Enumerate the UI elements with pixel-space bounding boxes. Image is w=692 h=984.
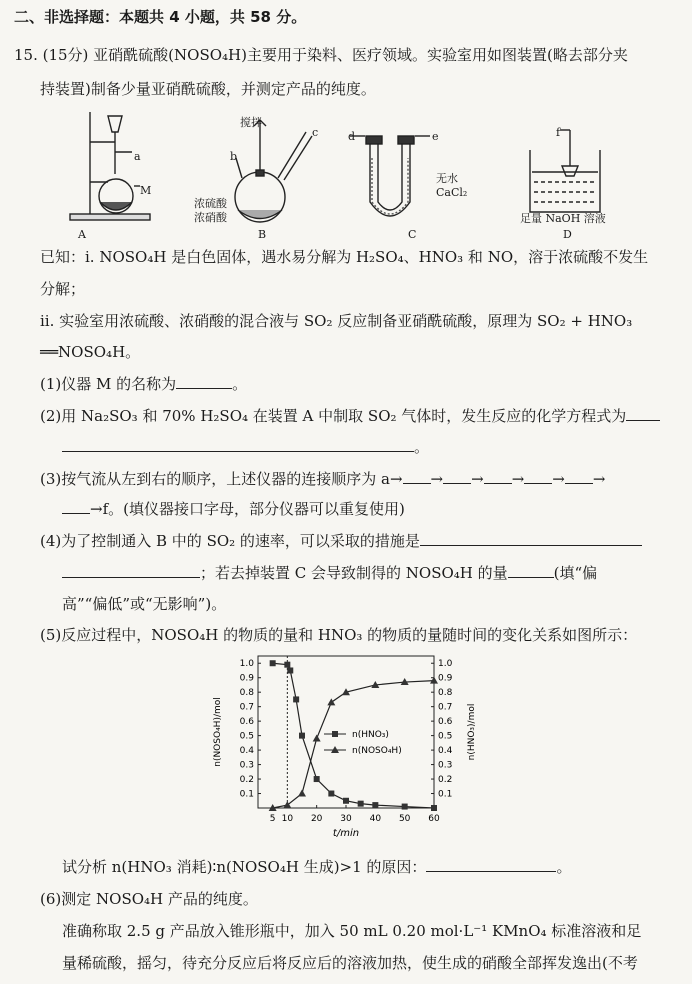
part6-title: (6)测定 NOSO₄H 产品的纯度。: [40, 890, 258, 908]
part4-line3: 高”“偏低”或“无影响”)。: [62, 595, 227, 613]
part2-text: (2)用 Na₂SO₃ 和 70% H₂SO₄ 在装置 A 中制取 SO₂ 气体时，发生反应的化学方程式为: [40, 407, 627, 425]
part3-text: (3)按气流从左到右的顺序，上述仪器的连接顺序为 a→: [40, 470, 403, 488]
part3-blank-2[interactable]: [443, 469, 471, 484]
part1-answer-blank[interactable]: [176, 374, 232, 389]
part4-line2: [62, 562, 597, 583]
apparatus-C-reagent1: 无水: [436, 172, 458, 185]
y-tick-label-left: 0.1: [239, 789, 254, 800]
part6-line2: 量稀硫酸，摇匀，待充分反应后将反应后的溶液加热，使生成的硝酸全部挥发逸出(不考: [62, 954, 638, 972]
apparatus-B-label: B: [258, 228, 267, 241]
y-tick-label-right: 0.5: [438, 731, 453, 742]
y-tick-label-left: 0.2: [239, 775, 254, 786]
known-i-line1: 已知：ⅰ. NOSO₄H 是白色固体，遇水易分解为 H₂SO₄、HNO₃ 和 NO，溶于浓硫酸不发生: [40, 248, 649, 266]
y-tick-label-right: 0.2: [438, 775, 453, 786]
x-tick-label: 30: [340, 814, 352, 824]
apparatus-D-reagent: 足量 NaOH 溶液: [520, 212, 606, 225]
part5-end: 。: [556, 858, 572, 876]
part2-line2: [62, 436, 429, 457]
apparatus-C-port-d: d: [348, 130, 356, 143]
apparatus-D: [530, 130, 600, 212]
part2-answer-blank-a[interactable]: [626, 406, 660, 421]
data-point-hno3: [343, 798, 349, 804]
apparatus-D-port-f: f: [556, 126, 561, 139]
apparatus-C: [350, 136, 430, 216]
legend-label: n(HNO₃): [352, 730, 389, 740]
data-point-hno3: [293, 696, 299, 702]
apparatus-A-label: A: [78, 228, 86, 241]
part4-blank-2[interactable]: [62, 563, 200, 578]
data-point-hno3: [402, 804, 408, 810]
known-ii-line1: ⅱ. 实验室用浓硫酸、浓硝酸的混合液与 SO₂ 反应制备亚硝酰硫酸，原理为 SO₂ + HNO₃: [40, 312, 633, 330]
y-tick-label-left: 1.0: [239, 659, 254, 670]
data-point-hno3: [299, 733, 305, 739]
data-point-hno3: [314, 776, 320, 782]
y-tick-label-right: 1.0: [438, 659, 453, 670]
apparatus-A-M: M: [140, 184, 152, 197]
apparatus-B-acid2: 浓硝酸: [194, 211, 227, 224]
apparatus-A-port-a: a: [134, 150, 141, 163]
part5-text: (5)反应过程中，NOSO₄H 的物质的量和 HNO₃ 的物质的量随时间的变化关系如图所示：: [40, 626, 638, 644]
part4: [40, 530, 642, 551]
part3-blank-4[interactable]: [524, 469, 552, 484]
y-tick-label-right: 0.4: [438, 746, 453, 757]
part5-analysis: [62, 856, 571, 877]
y-tick-label-right: 0.8: [438, 688, 453, 699]
apparatus-B-acid1: 浓硫酸: [194, 197, 227, 210]
data-point-hno3: [372, 802, 378, 808]
part3-line2: [62, 498, 405, 519]
part4-line2-end: (填“偏: [553, 564, 598, 582]
part3-blank-5[interactable]: [565, 469, 593, 484]
data-point-hno3: [431, 805, 437, 811]
part3-blank-6[interactable]: [62, 499, 90, 514]
data-point-noso4h: [298, 790, 306, 797]
q15-intro-line1: 15. (15分) 亚硝酰硫酸(NOSO₄H)主要用于染料、医疗领域。实验室用如图装置(略去部分夹: [14, 46, 628, 64]
part3-line2-text: →f。(填仪器接口字母，部分仪器可以重复使用): [90, 500, 405, 518]
x-tick-label: 60: [428, 814, 440, 824]
data-point-hno3: [358, 801, 364, 807]
y-tick-label-left: 0.3: [239, 760, 254, 771]
data-point-hno3: [284, 662, 290, 668]
x-tick-label: 10: [281, 814, 294, 824]
part5-answer-blank[interactable]: [426, 857, 556, 872]
apparatus-C-port-e: e: [432, 130, 439, 143]
y-tick-label-left: 0.5: [239, 731, 254, 742]
apparatus-C-label: C: [408, 228, 417, 241]
x-axis-label: t/min: [332, 828, 360, 839]
x-tick-label: 5: [269, 814, 276, 824]
y-tick-label-left: 0.8: [239, 688, 254, 699]
y-tick-label-left: 0.9: [239, 673, 254, 684]
apparatus-B-port-c: c: [312, 126, 319, 139]
part6-line1: 准确称取 2.5 g 产品放入锥形瓶中，加入 50 mL 0.20 mol·L⁻¹ KMnO₄ 标准溶液和足: [62, 922, 642, 940]
data-point-hno3: [287, 667, 293, 673]
y-tick-label-left: 0.7: [239, 702, 254, 713]
part1-text: (1)仪器 M 的名称为: [40, 375, 177, 393]
data-point-hno3: [328, 791, 334, 797]
part3-blank-1[interactable]: [403, 469, 431, 484]
y-tick-label-right: 0.9: [438, 673, 453, 684]
y-tick-label-left: 0.4: [239, 746, 254, 757]
part4-blank-3[interactable]: [508, 563, 554, 578]
y-tick-label-left: 0.6: [239, 717, 254, 728]
part3-blank-3[interactable]: [484, 469, 512, 484]
part2: [40, 405, 660, 426]
apparatus-B: [235, 120, 312, 222]
legend-marker: [332, 731, 338, 737]
chart: [206, 648, 486, 844]
part3: (3)按气流从左到右的顺序，上述仪器的连接顺序为 a→ → → → → →: [40, 470, 606, 488]
plot-frame: [258, 656, 434, 808]
part1-end: 。: [232, 375, 248, 393]
part1: [40, 373, 247, 394]
apparatus-B-stir: 搅拌: [240, 116, 262, 129]
part2-end: 。: [414, 438, 430, 456]
y-axis-label-left: n(NOSO₄H)/mol: [213, 697, 223, 767]
y-tick-label-right: 0.1: [438, 789, 453, 800]
y-tick-label-right: 0.3: [438, 760, 453, 771]
y-tick-label-right: 0.7: [438, 702, 453, 713]
part5-analysis-text: 试分析 n(HNO₃ 消耗)∶n(NOSO₄H 生成)>1 的原因：: [62, 858, 427, 876]
apparatus-B-port-b: b: [230, 150, 238, 163]
x-tick-label: 50: [398, 814, 411, 824]
known-ii-line2: ══NOSO₄H。: [40, 343, 141, 361]
apparatus-A: [70, 112, 150, 220]
legend-label: n(NOSO₄H): [352, 746, 402, 756]
y-axis-label-right: n(HNO₃)/mol: [467, 703, 477, 761]
x-tick-label: 20: [310, 814, 323, 824]
part2-answer-blank-b[interactable]: [62, 437, 414, 452]
y-tick-label-right: 0.6: [438, 717, 453, 728]
data-point-noso4h: [313, 735, 321, 742]
apparatus-D-label: D: [563, 228, 572, 241]
x-tick-label: 40: [369, 814, 382, 824]
part4-blank-1[interactable]: [420, 531, 642, 546]
q15-intro-line2: 持装置)制备少量亚硝酰硫酸，并测定产品的纯度。: [40, 80, 376, 98]
part4-text: (4)为了控制通入 B 中的 SO₂ 的速率，可以采取的措施是: [40, 532, 420, 550]
section-header: 二、非选择题：本题共 4 小题，共 58 分。: [14, 8, 307, 26]
part4-line2-text: ；若去掉装置 C 会导致制得的 NOSO₄H 的量: [200, 564, 508, 582]
data-point-hno3: [270, 660, 276, 666]
known-i-line2: 分解；: [40, 280, 86, 298]
apparatus-C-reagent2: CaCl₂: [436, 186, 468, 199]
data-point-noso4h: [327, 698, 335, 705]
